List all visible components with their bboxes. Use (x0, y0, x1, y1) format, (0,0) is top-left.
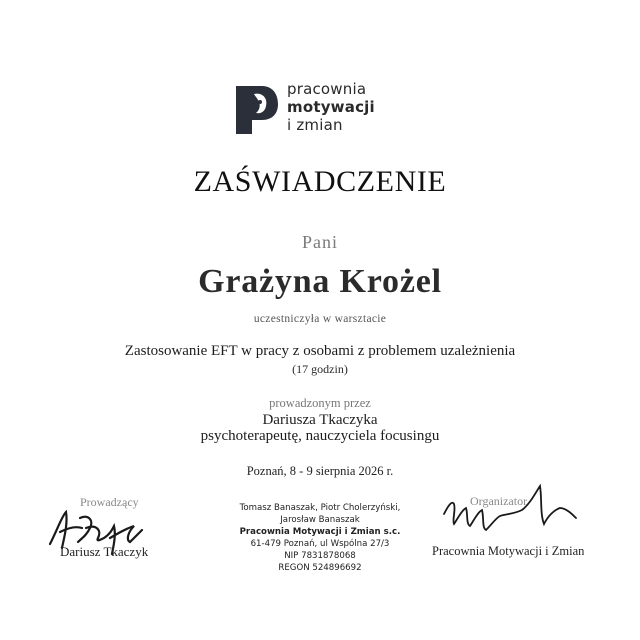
organizer-nip: NIP 7831878068 (284, 551, 356, 561)
lead-label: Prowadzący (80, 495, 139, 509)
organizer-signature (436, 480, 588, 548)
workshop-title: Zastosowanie EFT w pracy z osobami z problemem uzależnienia (124, 343, 516, 359)
workshop-hours: (17 godzin) (292, 362, 348, 376)
leader-name: Dariusza Tkaczyka (262, 412, 378, 428)
led-by-text: prowadzonym przez (269, 396, 371, 410)
place-date: Poznań, 8 - 9 sierpnia 2026 r. (246, 464, 394, 478)
organizer-people-line-2: Jarosław Banaszak (280, 515, 360, 525)
participation-text: uczestniczyła w warsztacie (253, 313, 387, 325)
organizer-regon: REGON 524896692 (278, 563, 362, 573)
organizer-details (196, 502, 444, 574)
leader-role: psychoterapeutę, nauczyciela focusingu (200, 428, 440, 444)
logo-mark (232, 82, 280, 138)
organizer-company: Pracownia Motywacji i Zmian s.c. (239, 527, 401, 537)
recipient-name: Grażyna Krożel (198, 263, 442, 300)
logo-line-3: i zmian (287, 116, 343, 134)
logo-face-icon (236, 86, 278, 134)
salutation: Pani (301, 232, 338, 252)
organizer-name: Pracownia Motywacji i Zmian (432, 544, 585, 558)
organizer-address: 61-479 Poznań, ul Wspólna 27/3 (250, 539, 390, 549)
logo-line-1: pracownia (287, 80, 367, 98)
organizer-people-line-1: Tomasz Banaszak, Piotr Cholerzyński, (239, 503, 401, 513)
organizer-label: Organizator (470, 494, 528, 508)
logo-line-2: motywacji (287, 98, 375, 116)
certificate-title: ZAŚWIADCZENIE (193, 165, 447, 198)
lead-name: Dariusz Tkaczyk (60, 544, 149, 559)
logo-wordmark (287, 80, 375, 134)
